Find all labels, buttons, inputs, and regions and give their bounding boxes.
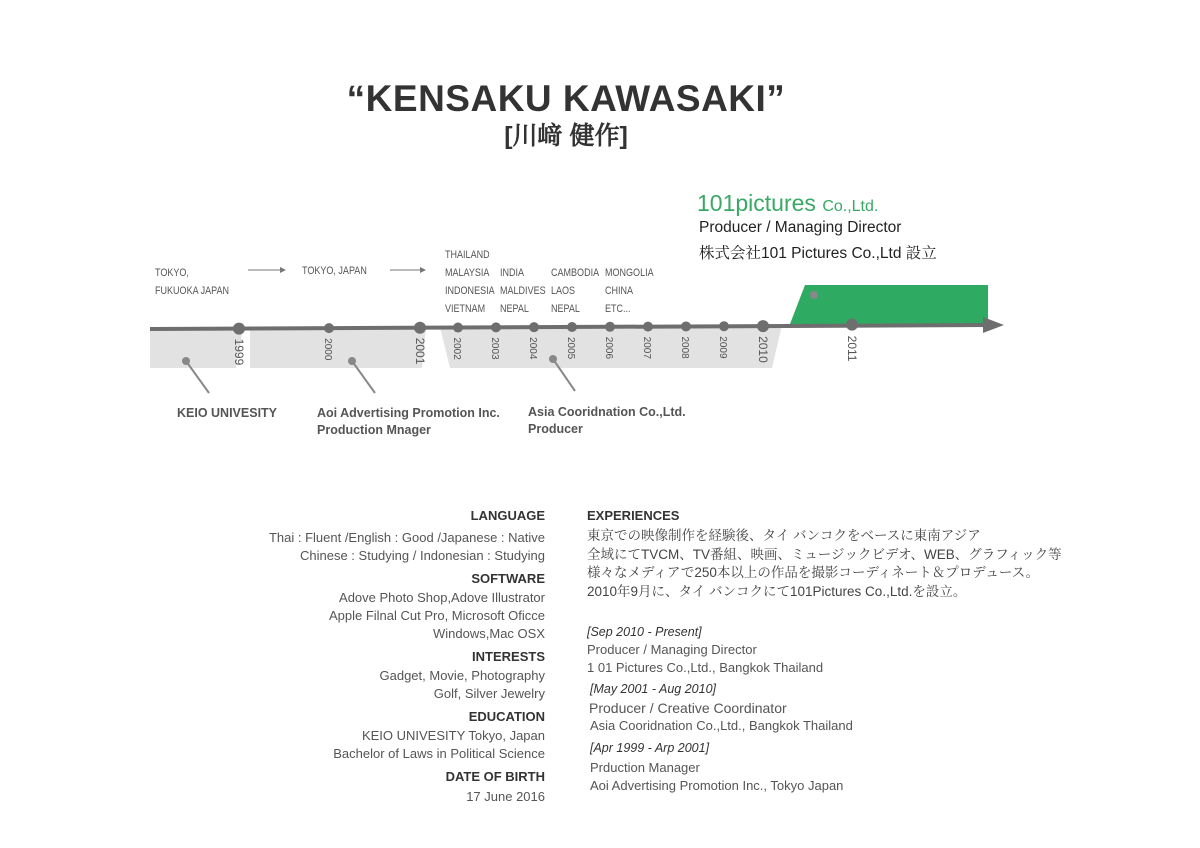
- interests-line-1: Gadget, Movie, Photography: [379, 668, 545, 683]
- job-role-1: Producer / Managing Director: [587, 642, 757, 657]
- year-label-2005: 2005: [565, 336, 576, 360]
- year-dot-2004: [529, 322, 539, 332]
- dob-value: 17 June 2016: [466, 789, 545, 804]
- name-japanese: [川﨑 健作]: [504, 122, 628, 150]
- location-col4: [605, 264, 654, 318]
- year-label-2002: 2002: [451, 337, 462, 360]
- employer-asia: [528, 404, 686, 438]
- pointer-101-dot: [810, 291, 818, 299]
- employer-aoi: [317, 405, 500, 439]
- year-label-2010: 2010: [756, 336, 770, 363]
- language-title: LANGUAGE: [470, 508, 545, 523]
- year-dot-2009: [719, 321, 729, 331]
- language-line-1: Thai : Fluent /English : Good /Japanese : Native: [268, 530, 545, 545]
- interests-line-2: Golf, Silver Jewelry: [433, 686, 545, 701]
- job-period-3: [Apr 1999 - Arp 2001]: [590, 741, 710, 755]
- job-company-2: Asia Cooridnation Co.,Ltd., Bangkok Thailand: [590, 718, 853, 733]
- education-line-2: Bachelor of Laws in Political Science: [333, 746, 545, 761]
- location-line: NEPAL: [500, 303, 529, 315]
- band-tokyo: [150, 328, 243, 368]
- company-role-jp: 株式会社101 Pictures Co.,Ltd 設立: [699, 245, 937, 262]
- location-line: VIETNAM: [445, 303, 486, 315]
- location-line: INDONESIA: [445, 285, 495, 297]
- employer-line: Production Mnager: [317, 423, 431, 437]
- education-line-1: KEIO UNIVESITY Tokyo, Japan: [361, 728, 545, 743]
- year-dot-2003: [491, 322, 501, 332]
- employer-line: Producer: [528, 422, 583, 436]
- education-title: EDUCATION: [468, 709, 545, 724]
- location-line: NEPAL: [551, 303, 580, 315]
- timeline-arrowhead: [983, 317, 1004, 333]
- job-company-1: 1 01 Pictures Co.,Ltd., Bangkok Thailand: [587, 660, 824, 675]
- summary-line: 東京での映像制作を経験後、タイ バンコクをベースに東南アジア: [587, 528, 981, 543]
- location-line: MONGOLIA: [605, 267, 654, 279]
- location-line: MALAYSIA: [445, 267, 490, 279]
- year-dot-2010: [757, 320, 769, 332]
- interests-title: INTERESTS: [472, 649, 545, 664]
- location-col3: [551, 264, 599, 318]
- year-label-2003: 2003: [489, 337, 500, 360]
- employer-line: Asia Cooridnation Co.,Ltd.: [528, 405, 686, 419]
- job-role-2: Producer / Creative Coordinator: [589, 700, 787, 716]
- year-dot-2007: [643, 322, 653, 332]
- year-label-2011: 2011: [845, 335, 859, 362]
- language-line-2: Chinese : Studying / Indonesian : Studying: [300, 548, 545, 563]
- arrow-1-head: [280, 267, 286, 273]
- company-role: Producer / Managing Director: [699, 219, 902, 236]
- job-period-1: [Sep 2010 - Present]: [587, 625, 702, 639]
- year-label-2004: 2004: [527, 337, 538, 360]
- year-dot-1999: [233, 323, 245, 335]
- location-line: ETC...: [605, 303, 631, 315]
- location-line: LAOS: [551, 285, 576, 297]
- job-role-3: Prduction Manager: [590, 760, 700, 775]
- location-line: INDIA: [500, 267, 525, 279]
- pointer-asia-dot: [549, 355, 557, 363]
- software-title: SOFTWARE: [471, 571, 545, 586]
- arrow-2-head: [420, 267, 426, 273]
- location-line: CAMBODIA: [551, 267, 600, 279]
- summary-line: 様々なメディアで250本以上の作品を撮影コーディネート＆プロデュース。: [587, 565, 1040, 580]
- year-dot-2011: [846, 319, 858, 331]
- pointer-aoi-dot: [348, 357, 356, 365]
- location-col2: [500, 264, 546, 318]
- year-label-2000: 2000: [322, 338, 333, 361]
- job-company-3: Aoi Advertising Promotion Inc., Tokyo Japan: [590, 778, 844, 793]
- name-title: “KENSAKU KAWASAKI”: [346, 78, 786, 119]
- summary-line: 2010年9月に、タイ バンコクにて101Pictures Co.,Ltd.を設立。: [587, 583, 967, 599]
- location-tokyo-japan: TOKYO, JAPAN: [302, 265, 367, 277]
- location-tokyo-fukuoka: [155, 264, 229, 300]
- dob-title: DATE OF BIRTH: [445, 769, 545, 784]
- year-dot-2005: [567, 322, 577, 332]
- year-label-2006: 2006: [603, 336, 614, 360]
- experiences-summary: [587, 527, 1062, 601]
- year-label-2001: 2001: [413, 337, 427, 365]
- employer-keio: KEIO UNIVESITY: [177, 406, 278, 420]
- pointer-keio-dot: [182, 357, 190, 365]
- year-dot-2002: [453, 323, 463, 333]
- location-line: MALDIVES: [500, 285, 546, 297]
- software-line-3: Windows,Mac OSX: [433, 626, 545, 641]
- software-line-2: Apple Filnal Cut Pro, Microsoft Oficce: [328, 608, 545, 623]
- year-dot-2000: [324, 323, 334, 333]
- location-line: THAILAND: [445, 249, 490, 261]
- location-col1: [445, 246, 495, 318]
- company-brand-suffix: Co.,Ltd.: [822, 198, 879, 215]
- location-line: TOKYO,: [155, 267, 189, 279]
- year-dot-2001: [414, 322, 426, 334]
- band-101pictures: [790, 285, 988, 324]
- company-brand: 101pictures: [697, 190, 816, 216]
- location-line: FUKUOKA JAPAN: [155, 285, 230, 297]
- band-aoi: [250, 327, 426, 368]
- year-dot-2006: [605, 322, 615, 332]
- location-line: CHINA: [605, 285, 634, 297]
- year-label-1999: 1999: [232, 338, 246, 366]
- employer-line: Aoi Advertising Promotion Inc.: [317, 406, 500, 420]
- experiences-title: EXPERIENCES: [587, 508, 680, 523]
- job-period-2: [May 2001 - Aug 2010]: [590, 682, 717, 696]
- year-label-2009: 2009: [717, 336, 728, 359]
- year-dot-2008: [681, 321, 691, 331]
- summary-line: 全域にてTVCM、TV番組、映画、ミュージックビデオ、WEB、グラフィック等: [587, 546, 1062, 562]
- year-label-2008: 2008: [679, 336, 690, 359]
- software-line-1: Adove Photo Shop,Adove Illustrator: [339, 590, 545, 605]
- year-label-2007: 2007: [641, 336, 652, 359]
